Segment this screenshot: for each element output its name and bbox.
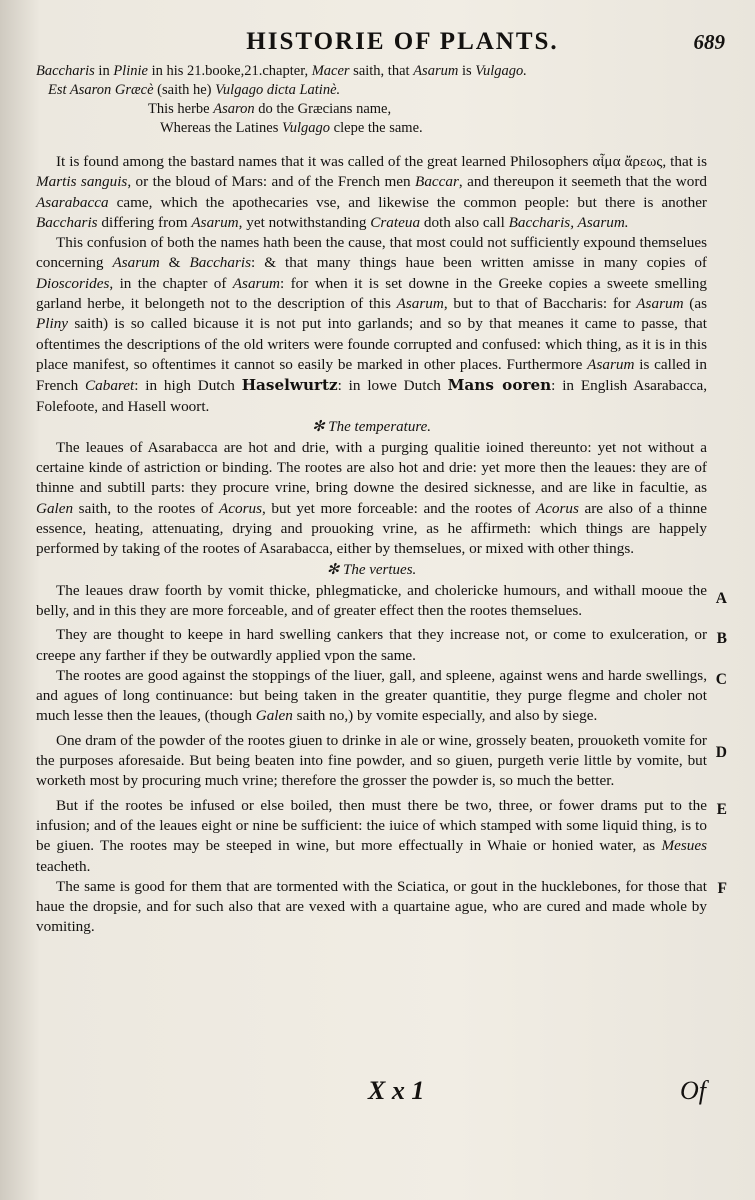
text-run: in his 21.booke,21.chapter,	[147, 63, 312, 79]
text-run: (saith he)	[153, 82, 216, 98]
text-run: , and thereupon it seemeth that the word	[458, 173, 708, 191]
vertue-item-a	[36, 581, 727, 622]
text-run: do the Græcians name,	[254, 101, 392, 117]
text-run: differing from	[97, 213, 192, 231]
text-run: They are thought to keepe in hard swelling cankers that they increase not, or come to exulceration, or creepe any farther if they be outwardly applied vpon the same.	[36, 626, 707, 664]
italic-run: Asarum	[232, 274, 281, 292]
text-run: , or the bloud of Mars: and of the French men	[127, 173, 416, 191]
text-run: The rootes are good against the stoppings of the liuer, gall, and spleene, against wens and harde swellings, and agues of long continuance: but being taken in the greater quantitie, they purge flegme and choler not much lesse then the leaues, (though	[36, 666, 707, 725]
main-text	[36, 152, 727, 938]
text-run: is	[458, 63, 476, 79]
vertue-text	[36, 625, 707, 666]
italic-run: Vulgago dicta Latinè.	[215, 82, 341, 98]
vertues-heading: ✻ The vertues.	[326, 561, 417, 578]
italic-run: Pliny	[36, 315, 69, 333]
temperature-text	[36, 438, 707, 560]
italic-run: Asarum	[413, 63, 459, 79]
text-run: This confusion of both the names hath been the cause, that most could not sufficiently expound themselues concerning	[36, 234, 707, 272]
italic-run: Baccharis	[36, 213, 98, 231]
text-run: saith, to the rootes of	[73, 499, 220, 517]
temperature-heading: ✻ The temperature.	[311, 418, 432, 435]
vertue-item-e	[36, 796, 727, 877]
text-run: This herbe	[148, 101, 214, 117]
italic-run: Galen	[36, 499, 74, 517]
italic-run: Martis sanguis	[36, 173, 128, 191]
italic-run: Asarabacca	[36, 193, 109, 211]
italic-run: Asarum	[587, 355, 635, 373]
text-run: (as	[683, 295, 707, 313]
text-run: The same is good for them that are tormented with the Sciatica, or gout in the hucklebones, for those that haue the dropsie, and for such also that are vexed with a quartaine ague, who are cured and made whole by vomiting.	[36, 877, 707, 936]
blackletter-run: Mans ooren	[447, 376, 552, 395]
text-run: , in the chapter of	[109, 274, 233, 292]
text-run: clepe the same.	[330, 120, 423, 136]
text-run: saith no,) by vomite especially, and also by siege.	[292, 707, 598, 725]
italic-run: Est Asaron Græcè	[48, 82, 154, 98]
italic-run: Asarum	[191, 213, 239, 231]
text-run: : in lowe Dutch	[337, 377, 448, 395]
italic-run: Asarum	[636, 295, 684, 313]
epigraph-line	[36, 100, 729, 119]
italic-run: Cabaret	[85, 377, 135, 395]
epigraph-line	[36, 81, 729, 100]
text-run: : in high Dutch	[134, 377, 242, 395]
text-run: It is found among the bastard names that it was called of the great learned Philosophers αἷμα ἄρεως, that is	[56, 153, 707, 170]
show-through-shadow	[320, 1015, 720, 1085]
text-run: teacheth.	[36, 857, 91, 875]
italic-run: Baccharis	[189, 254, 252, 272]
paragraph-confusion	[36, 233, 707, 417]
epigraph-line	[36, 62, 729, 81]
page-title: HISTORIE OF PLANTS.	[246, 28, 559, 55]
blackletter-run: Haselwurtz	[241, 376, 338, 395]
vertue-text	[36, 796, 707, 877]
paragraph-names	[36, 152, 707, 233]
italic-run: Baccar	[415, 173, 459, 191]
italic-run: Asarum	[396, 295, 444, 313]
margin-letter: B	[716, 630, 727, 648]
text-run: in	[94, 63, 114, 79]
margin-letter: E	[716, 800, 727, 818]
italic-run: Baccharis, Asarum.	[508, 213, 629, 231]
italic-run: Galen	[255, 707, 293, 725]
vertue-text	[36, 581, 707, 622]
catchword: Of	[680, 1076, 706, 1105]
italic-run: Plinie	[113, 63, 148, 79]
margin-letter: C	[715, 670, 727, 688]
italic-run: Asarum	[112, 254, 160, 272]
text-run: : & that many things haue been written amisse in many copies of	[251, 254, 707, 272]
italic-run: Macer	[311, 63, 350, 79]
text-run: , but to that of Baccharis: for	[443, 295, 637, 313]
vertue-text	[36, 877, 707, 938]
italic-run: Asaron	[213, 101, 255, 117]
text-run: doth also call	[420, 213, 509, 231]
vertue-text	[36, 666, 707, 727]
epigraph-line	[36, 119, 729, 138]
text-run: is called in French	[36, 355, 707, 395]
signature-mark: X x 1	[368, 1076, 425, 1105]
text-run: But if the rootes be infused or else boiled, then must there be two, three, or fower drams put to the infusion; and of the leaues eight or nine be sufficient: the iuice of which stamped with some liquid thing, is to be giuen. The rootes may be steeped in wine, but more effectually in Whaie or honied water, as	[36, 796, 707, 855]
italic-run: Vulgago.	[475, 63, 527, 79]
epigraph	[36, 62, 729, 138]
vertue-item-d	[36, 731, 727, 792]
margin-letter: F	[717, 879, 727, 897]
text-run: saith) is so called bicause it is not put into garlands; and so by that meanes it came to passe, that oftentimes the descriptions of the old writers were founde corrupted and confused: which thing, as it is in this place manifest, so oftentimes it cannot so easily be marked in other places. Furthermore	[36, 315, 707, 373]
margin-letter: D	[715, 743, 727, 761]
italic-run: Baccharis	[36, 63, 95, 79]
vertue-item-b	[36, 625, 727, 666]
text-run: , yet notwithstanding	[238, 213, 371, 231]
page-footer	[0, 1076, 755, 1116]
italic-run: Vulgago	[281, 120, 331, 136]
text-run: saith, that	[349, 63, 414, 79]
text-run: : in English Asarabacca, Folefoote, and Hasell woort.	[36, 377, 708, 415]
italic-run: Mesues	[661, 837, 707, 855]
text-run: &	[159, 254, 190, 272]
vertue-item-c	[36, 666, 727, 727]
page-number: 689	[693, 30, 725, 54]
text-run: Whereas the Latines	[160, 120, 282, 136]
text-run: The leaues of Asarabacca are hot and drie, with a purging qualitie ioined thereunto: yet not without a certaine kinde of astriction or binding. The rootes are also hot and drie: yet more then the leaues: they are of thinne and subtill parts: they procure vrine, bring downe the desired sicknesse, and are like in facultie, as	[36, 438, 707, 497]
text-run: : for when it is set downe in the Greeke copies a sweete smelling garland herbe, it belongeth not to the description of this	[36, 274, 707, 313]
italic-run: Acorus	[219, 499, 263, 517]
vertue-text	[36, 731, 707, 792]
text-run: , but yet more forceable: and the rootes of	[262, 499, 536, 517]
text-run: One dram of the powder of the rootes giuen to drinke in ale or wine, grossely beaten, prouoketh vomite for the purposes aforesaide. But being beaten into fine powder, and so giuen, purgeth verie little by vomite, but worketh most by procuring much vrine; therefore the grosser the powder is, so much the better.	[36, 731, 707, 790]
text-run: The leaues draw foorth by vomit thicke, phlegmaticke, and cholericke humours, and withall mooue the belly, and in this they are more forceable, and of greater effect then the rootes themselues.	[36, 581, 707, 619]
vertue-item-f	[36, 877, 727, 938]
italic-run: Crateua	[370, 213, 421, 231]
text-run: came, which the apothecaries vse, and likewise the common people: but there is another	[108, 193, 707, 211]
italic-run: Acorus	[535, 499, 579, 517]
margin-letter: A	[715, 589, 727, 607]
italic-run: Dioscorides	[36, 274, 110, 292]
text-run: are also of a thinne essence, heating, attenuating, drying and prouoking vrine, as he affirmeth: which things are happely performed by taking of the rootes of Asarabacca, either by themselues, or mixed with other things.	[36, 499, 707, 558]
running-head	[36, 28, 729, 60]
